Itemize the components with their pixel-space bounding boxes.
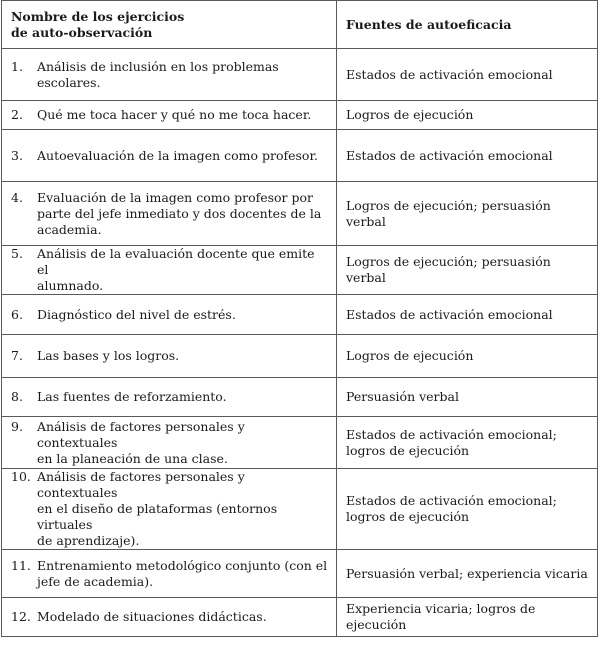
exercise-cell [2,101,337,130]
source-text-line: Persuasión verbal; experiencia vicaria [346,565,588,581]
exercise-text-line: de aprendizaje). [37,533,140,548]
source-cell [337,417,598,469]
header-exercise-name-line1: Nombre de los ejercicios [11,8,185,24]
source-text-line: Estados de activación emocional [346,147,553,163]
exercise-cell [2,598,337,637]
exercise-number: 9. [11,418,23,434]
exercise-text-line: escolares. [37,74,101,90]
table-row [2,335,598,378]
source-cell [337,49,598,101]
exercise-cell [2,378,337,417]
exercise-number: 1. [11,58,23,74]
exercise-number: 10. [11,469,31,484]
header-exercise-name [2,1,337,49]
table-row [2,295,598,335]
exercise-text-line: parte del jefe inmediato y dos docentes de la [37,205,322,221]
header-exercise-name-line2: de auto-observación [11,24,153,40]
source-cell [337,182,598,246]
exercise-number: 4. [11,189,23,205]
exercise-text-line: alumnado. [37,278,104,293]
header-row [2,1,598,49]
exercise-text-line: Diagnóstico del nivel de estrés. [37,306,236,322]
exercises-table [1,0,598,637]
exercise-text-line: en la planeación de una clase. [37,450,228,466]
exercise-text-line: Entrenamiento metodológico conjunto (con el [37,557,328,573]
source-text-line: Estados de activación emocional; [346,493,557,508]
exercise-cell [2,246,337,295]
header-efficacy-sources: Fuentes de autoeficacia [337,1,598,49]
source-cell [337,295,598,335]
exercise-text-line: Las bases y los logros. [37,348,180,363]
table-row [2,246,598,295]
source-text-line: Estados de activación emocional [346,306,553,322]
exercise-text-line: Evaluación de la imagen como profesor por [37,189,314,205]
exercise-text-line: Análisis de la evaluación docente que emite el [37,246,315,277]
exercise-number: 5. [11,246,23,261]
exercise-number: 7. [11,348,23,363]
table-row [2,417,598,469]
source-text-line: Experiencia vicaria; logros de ejecución [346,601,536,632]
exercise-cell [2,130,337,182]
table-row [2,130,598,182]
exercise-text-line: academia. [37,221,102,237]
source-text-line: Estados de activación emocional; [346,426,557,442]
table-row [2,101,598,130]
exercise-cell [2,550,337,598]
exercise-text-line: Análisis de inclusión en los problemas [37,58,279,74]
source-cell [337,598,598,637]
source-text-line: Persuasión verbal [346,389,459,404]
exercise-text-line: Análisis de factores personales y contextuales [37,469,245,500]
source-text-line: logros de ejecución [346,509,470,524]
table-row [2,469,598,550]
source-cell [337,550,598,598]
source-text-line: Logros de ejecución; persuasión verbal [346,254,551,285]
source-cell [337,101,598,130]
source-cell [337,469,598,550]
exercise-cell [2,335,337,378]
exercise-text-line: Las fuentes de reforzamiento. [37,389,227,404]
exercise-number: 8. [11,389,23,404]
table-row [2,182,598,246]
source-text-line: Logros de ejecución [346,348,474,363]
exercise-number: 12. [11,609,31,624]
exercise-cell [2,417,337,469]
table-row [2,550,598,598]
source-text-line: logros de ejecución [346,442,470,458]
exercise-text-line: jefe de academia). [37,573,154,589]
source-cell [337,378,598,417]
source-text-line: Logros de ejecución [346,107,474,122]
exercise-cell [2,469,337,550]
exercise-text-line: Autoevaluación de la imagen como profesor. [37,147,319,163]
exercise-text-line: Análisis de factores personales y contextuales [37,418,245,450]
exercise-number: 2. [11,107,23,122]
source-cell [337,246,598,295]
table-row [2,598,598,637]
source-text-line: Logros de ejecución; persuasión verbal [346,197,551,229]
table-row [2,378,598,417]
exercise-cell [2,182,337,246]
exercise-number: 3. [11,147,23,163]
table-row [2,49,598,101]
source-cell [337,335,598,378]
exercise-text-line: Modelado de situaciones didácticas. [37,609,267,624]
exercise-number: 11. [11,557,31,573]
exercise-number: 6. [11,306,23,322]
exercise-cell [2,295,337,335]
source-cell [337,130,598,182]
exercise-cell [2,49,337,101]
exercise-text-line: en el diseño de plataformas (entornos virtuales [37,501,278,532]
source-text-line: Estados de activación emocional [346,66,553,82]
exercise-text-line: Qué me toca hacer y qué no me toca hacer. [37,107,312,122]
